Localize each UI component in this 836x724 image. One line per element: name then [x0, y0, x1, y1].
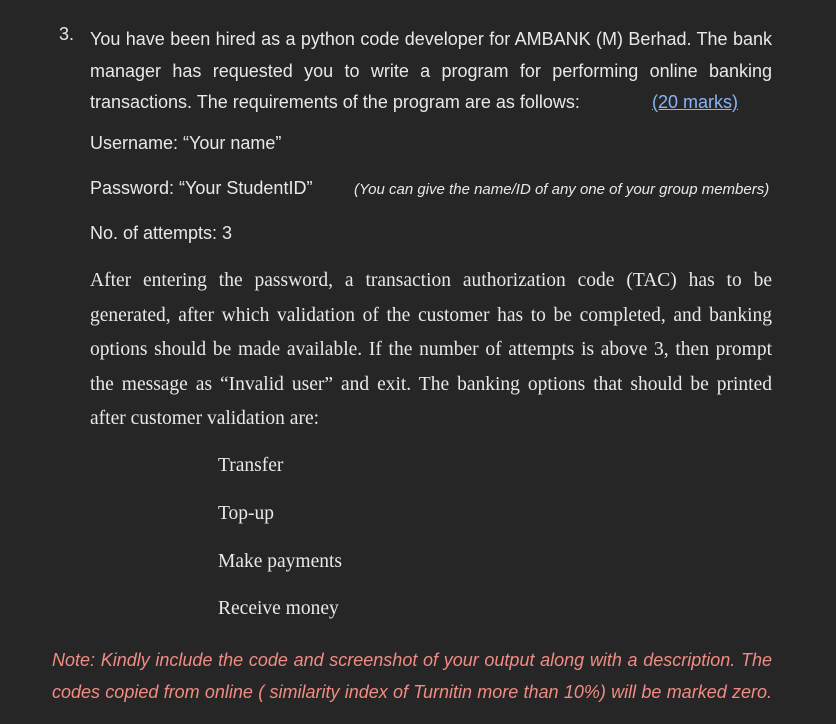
- description-line: after customer validation are:: [90, 408, 320, 429]
- note-line: Note: Kindly include the code and screenshot of your output along with a description. The: [52, 650, 772, 670]
- description-line: After entering the password, a transaction authorization code (TAC) has to be: [90, 270, 772, 291]
- intro-line-text: transactions. The requirements of the program are as follows:: [90, 92, 580, 112]
- description-paragraph: [90, 264, 772, 437]
- group-member-hint: (You can give the name/ID of any one of your group members): [354, 181, 770, 198]
- intro-line: [90, 87, 772, 119]
- intro-line: manager has requested you to write a program for performing online banking: [90, 60, 772, 81]
- submission-note: [52, 644, 772, 708]
- attempts-requirement: No. of attempts: 3: [90, 223, 233, 243]
- banking-option-top-up: Top-up: [218, 503, 275, 524]
- description-line: options should be made available. If the number of attempts is above 3, then prompt: [90, 339, 772, 360]
- intro-line: You have been hired as a python code developer for AMBANK (M) Berhad. The bank: [90, 29, 772, 49]
- question-number: 3.: [59, 24, 75, 44]
- password-requirement: Password: “Your StudentID”: [90, 178, 313, 198]
- description-line: the message as “Invalid user” and exit. The banking options that should be printed: [90, 373, 772, 395]
- note-line: codes copied from online ( similarity index of Turnitin more than 10%) will be marked zero.: [52, 682, 772, 702]
- marks-link[interactable]: (20 marks): [652, 92, 739, 112]
- description-line: generated, after which validation of the customer has to be completed, and banking: [90, 304, 772, 326]
- banking-option-make-payments: Make payments: [218, 551, 343, 572]
- question-intro: [90, 24, 772, 119]
- banking-option-transfer: Transfer: [218, 455, 284, 476]
- banking-option-receive-money: Receive money: [218, 598, 339, 619]
- username-requirement: Username: “Your name”: [90, 133, 282, 153]
